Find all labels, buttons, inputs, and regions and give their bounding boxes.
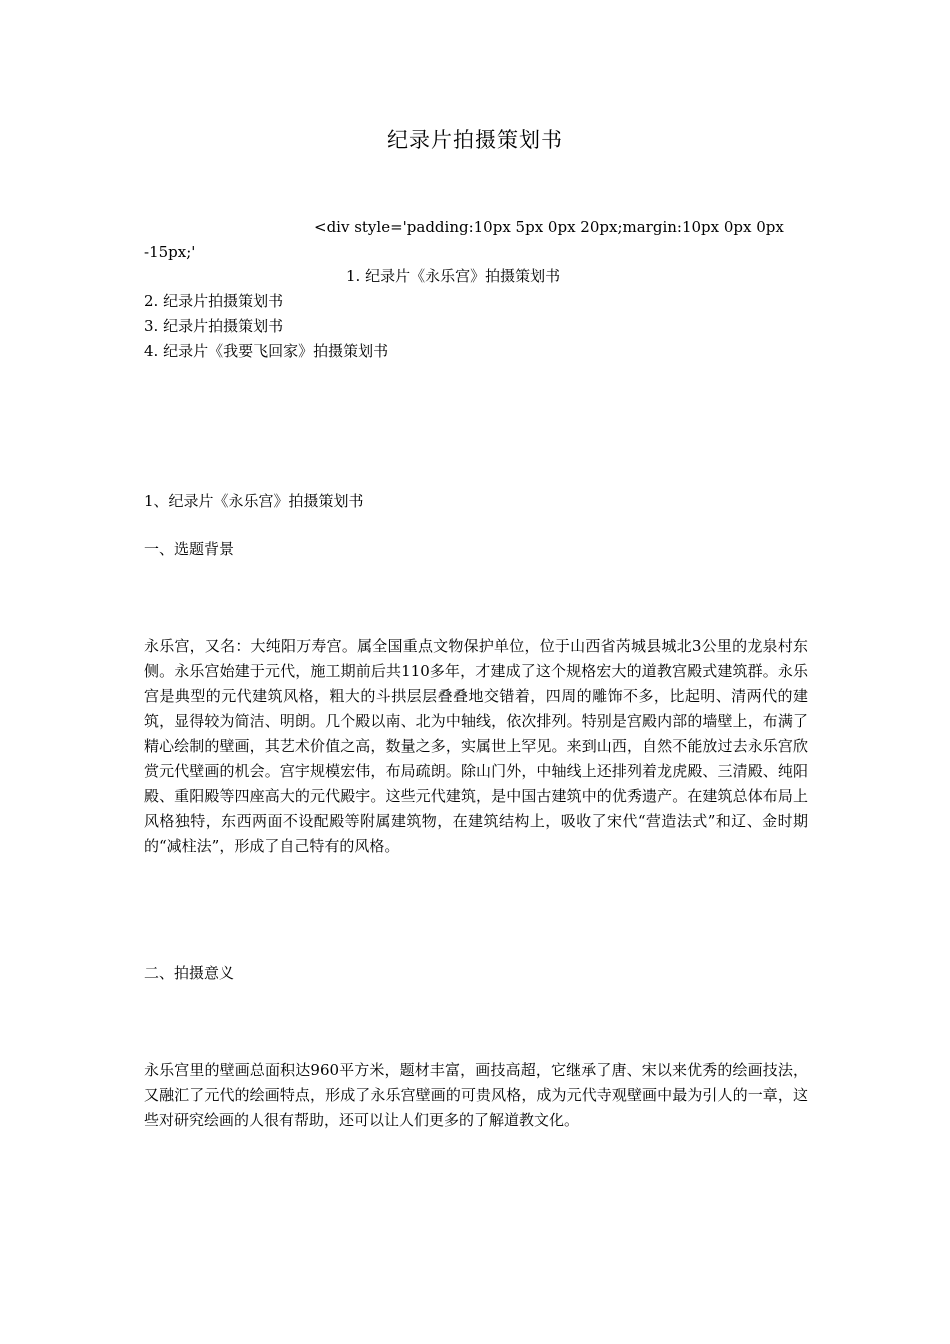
subsection-heading-background: 一、选题背景 [144,540,235,558]
paragraph-background: 永乐宫，又名：大纯阳万寿宫。属全国重点文物保护单位，位于山西省芮城县城北3公里的龙泉村东侧。永乐宫始建于元代，施工期前后共110多年，才建成了这个规格宏大的道教宫殿式建筑群。永乐宫是典型的元代建筑风格，粗大的斗拱层层叠叠地交错着，四周的雕饰不多，比起明、清两代的建筑，显得较为简洁、明朗。几个殿以南、北为中轴线，依次排列。特别是宫殿内部的墙壁上，布满了精心绘制的壁画，其艺术价值之高，数量之多，实属世上罕见。来到山西，自然不能放过去永乐宫欣赏元代壁画的机会。宫宇规模宏伟，布局疏朗。除山门外，中轴线上还排列着龙虎殿、三清殿、纯阳殿、重阳殿等四座高大的元代殿宇。这些元代建筑，是中国古建筑中的优秀遗产。在建筑总体布局上风格独特，东西两面不设配殿等附属建筑物，在建筑结构上，吸收了宋代“营造法式”和辽、金时期的“减柱法”，形成了自己特有的风格。 [144,637,808,855]
toc-item-3[interactable]: 3. 纪录片拍摄策划书 [144,317,284,335]
toc-item-2[interactable]: 2. 纪录片拍摄策划书 [144,292,284,310]
code-snippet-text: <div style='padding:10px 5px 0px 20px;margin:10px 0px 0px -15px;' [144,218,784,261]
toc-item-4[interactable]: 4. 纪录片《我要飞回家》拍摄策划书 [144,342,389,360]
code-snippet [144,215,808,265]
paragraph-significance: 永乐宫里的壁画总面积达960平方米，题材丰富，画技高超，它继承了唐、宋以来优秀的绘画技法，又融汇了元代的绘画特点，形成了永乐宫壁画的可贵风格，成为元代寺观壁画中最为引人的一章，这些对研究绘画的人很有帮助，还可以让人们更多的了解道教文化。 [144,1061,808,1129]
table-of-contents [144,264,808,364]
toc-item-1[interactable]: 1. 纪录片《永乐宫》拍摄策划书 [346,267,561,285]
section-heading: 1、纪录片《永乐宫》拍摄策划书 [144,492,364,510]
document-title: 纪录片拍摄策划书 [387,128,563,152]
subsection-heading-significance: 二、拍摄意义 [144,964,235,982]
